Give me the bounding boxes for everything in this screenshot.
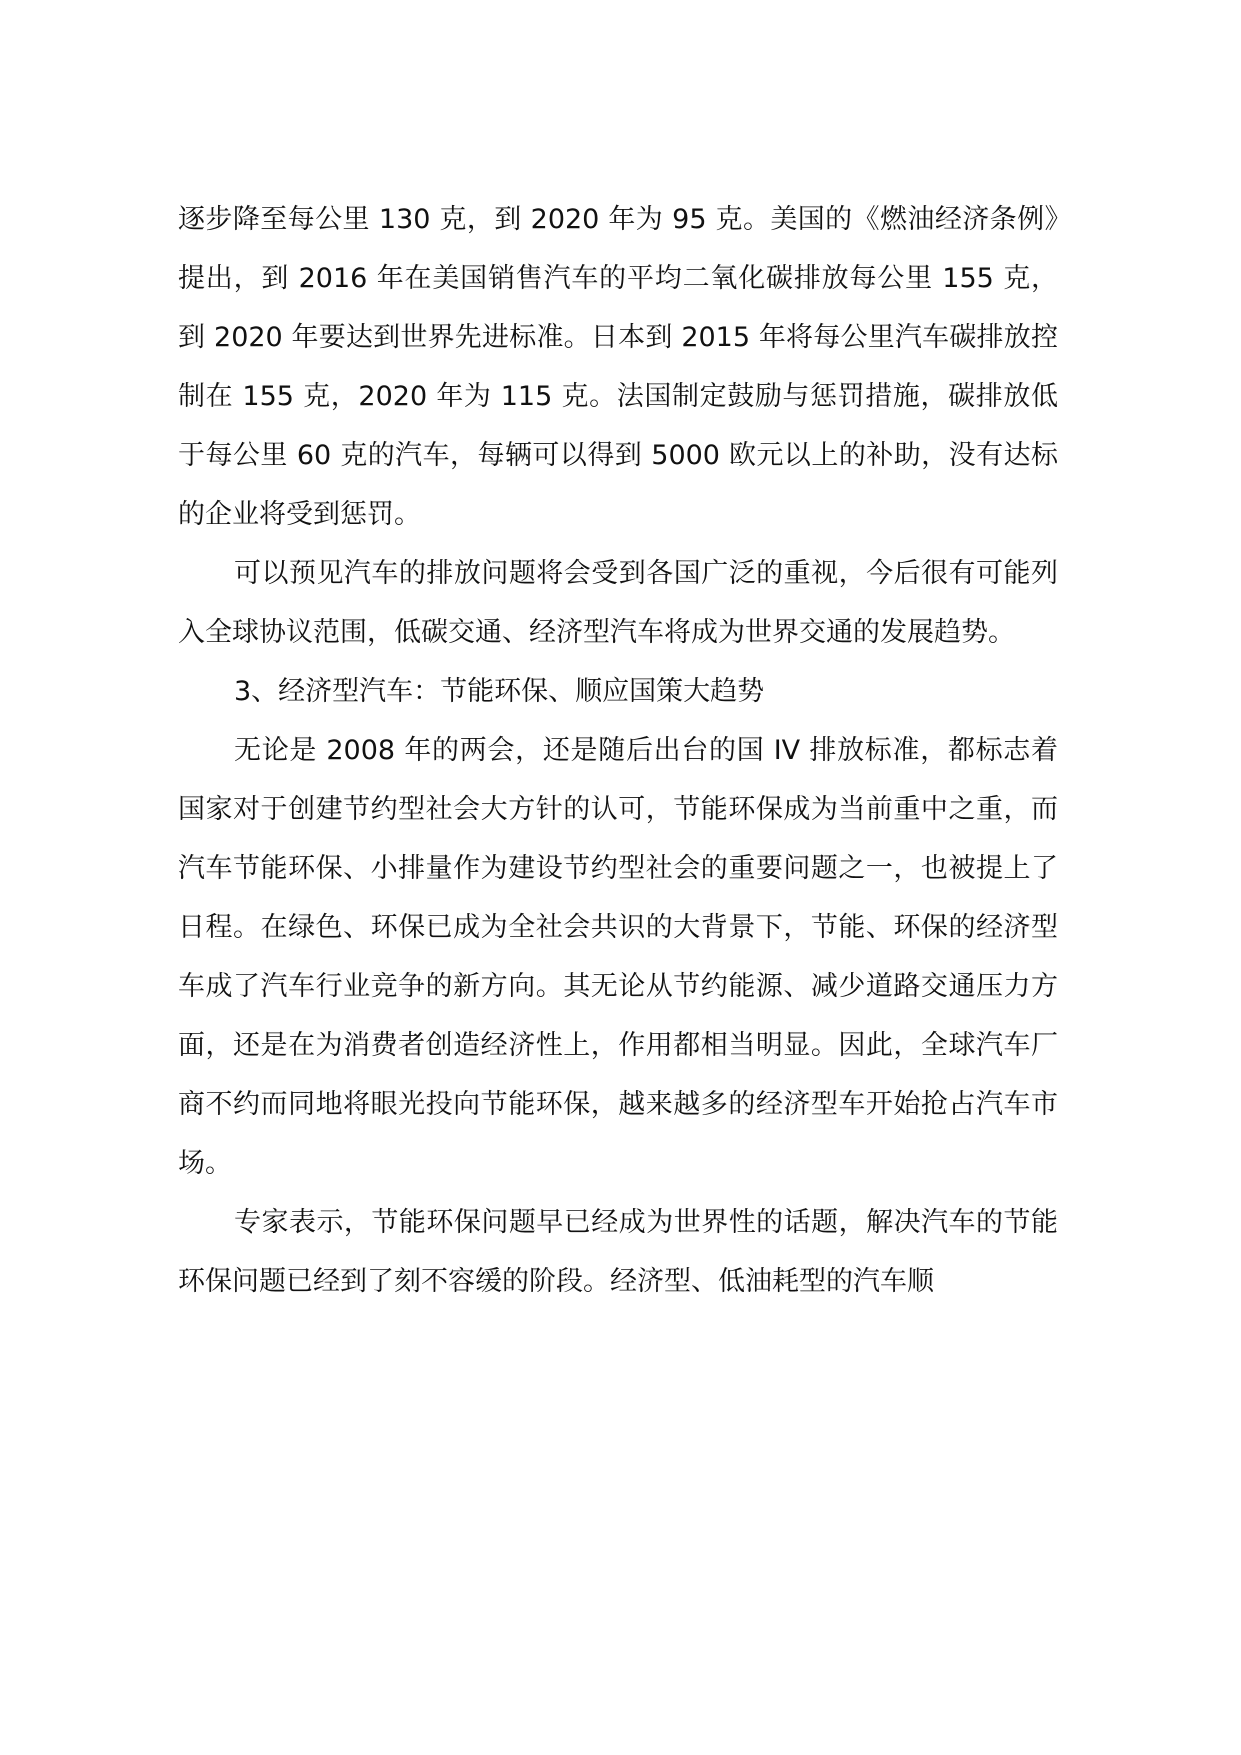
- paragraph-emission-outlook: 可以预见汽车的排放问题将会受到各国广泛的重视，今后很有可能列入全球协议范围，低碳交通、经济型汽车将成为世界交通的发展趋势。: [178, 558, 1058, 648]
- paragraph-national-policy: 无论是 2008 年的两会，还是随后出台的国 IV 排放标准，都标志着国家对于创建节约型社会大方针的认可，节能环保成为当前重中之重，而汽车节能环保、小排量作为建设节约型社会的重要问题之一，也被提上了日程。在绿色、环保已成为全社会共识的大背景下，节能、环保的经济型车成了汽车行业竞争的新方向。其无论从节约能源、减少道路交通压力方面，还是在为消费者创造经济性上，作用都相当明显。因此，全球汽车厂商不约而同地将眼光投向节能环保，越来越多的经济型车开始抢占汽车市场。: [178, 735, 1058, 1179]
- document-body: [178, 190, 1058, 1311]
- paragraph-expert-opinion: 专家表示，节能环保问题早已经成为世界性的话题，解决汽车的节能环保问题已经到了刻不容缓的阶段。经济型、低油耗型的汽车顺: [178, 1207, 1058, 1297]
- section-heading-economy-cars: 3、经济型汽车：节能环保、顺应国策大趋势: [234, 676, 765, 707]
- paragraph-emission-standards: 逐步降至每公里 130 克，到 2020 年为 95 克。美国的《燃油经济条例》提出，到 2016 年在美国销售汽车的平均二氧化碳排放每公里 155 克，到 2020 年要达到世界先进标准。日本到 2015 年将每公里汽车碳排放控制在 155 克，2020 年为 115 克。法国制定鼓励与惩罚措施，碳排放低于每公里 60 克的汽车，每辆可以得到 5000 欧元以上的补助，没有达标的企业将受到惩罚。: [178, 204, 1058, 530]
